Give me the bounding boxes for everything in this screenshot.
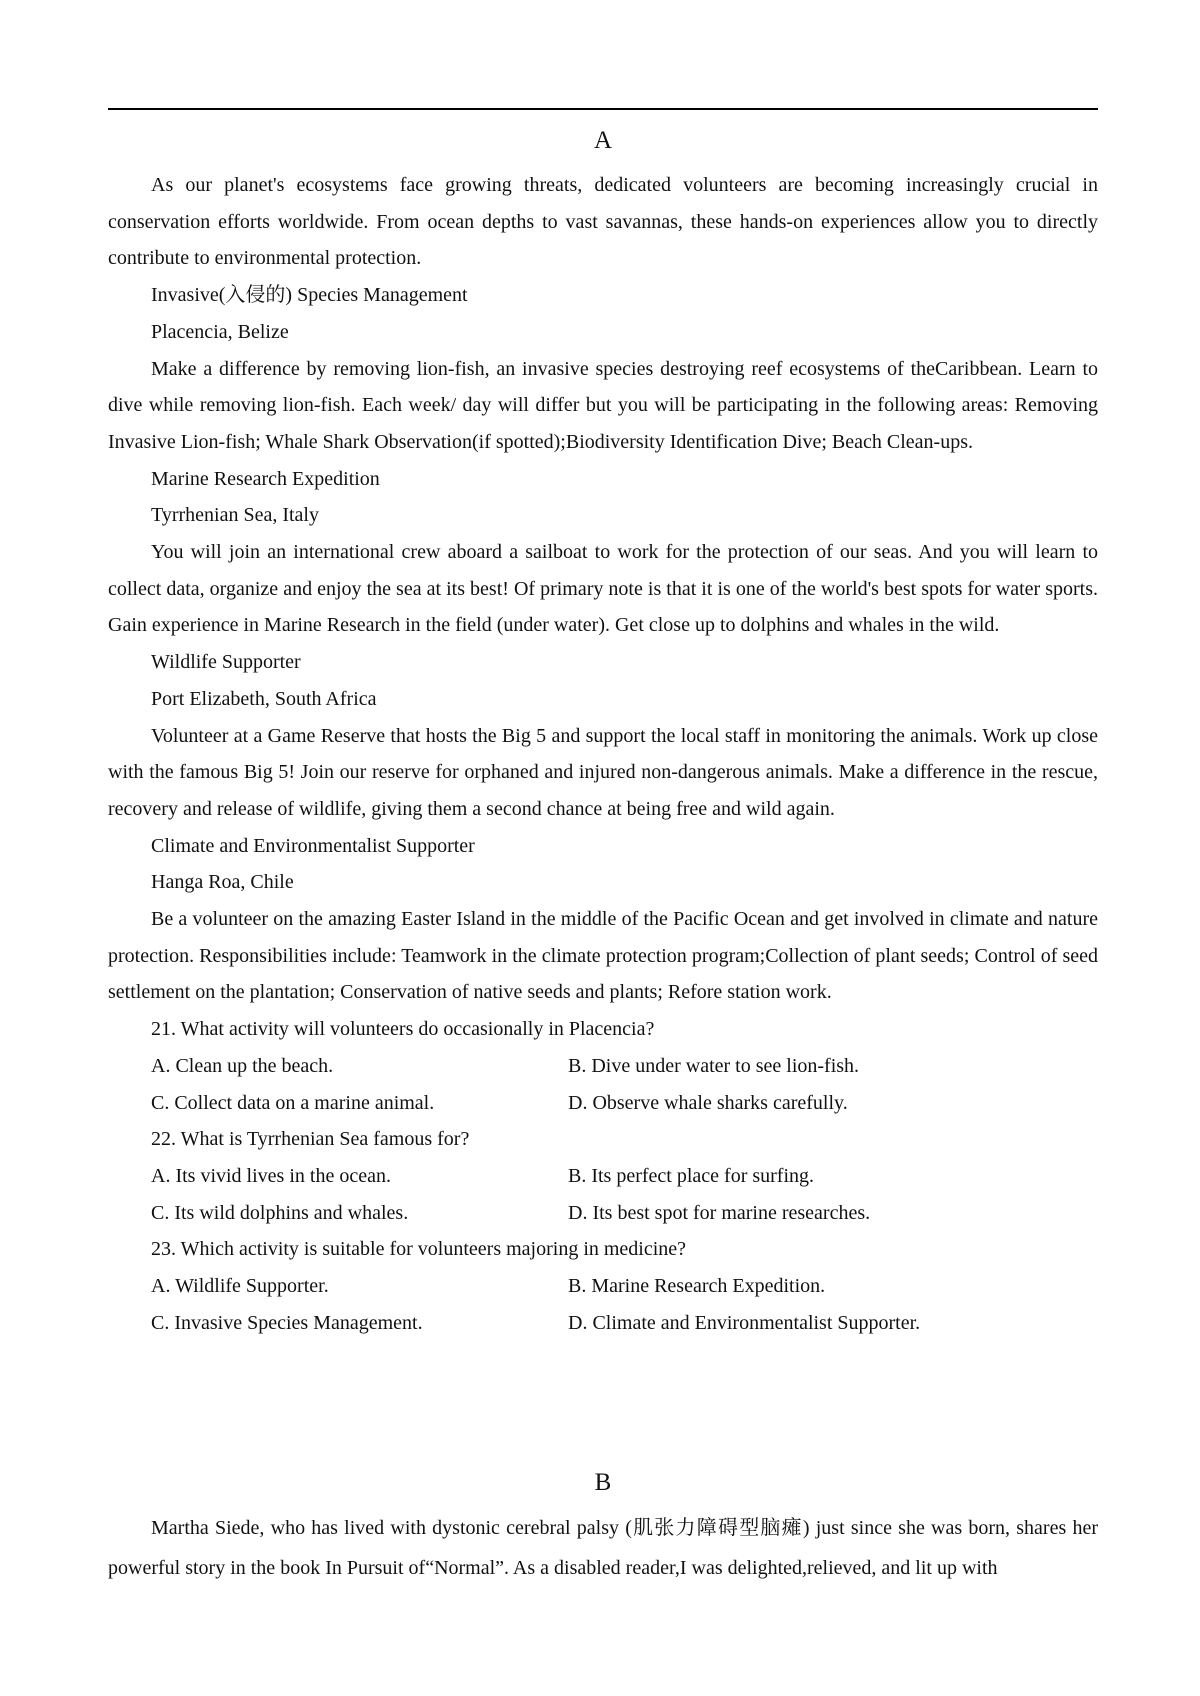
option-c: C. Invasive Species Management. [151, 1311, 423, 1334]
intro-paragraph: As our planet's ecosystems face growing threats, dedicated volunteers are becoming increasingly crucial in conservation efforts worldwide. From ocean depths to vast savannas, these hands-on experiences allow you to directly contribute to environmental protection. [108, 174, 1098, 270]
option-d: D. Observe whale sharks carefully. [568, 1091, 848, 1114]
option-b: B. Dive under water to see lion-fish. [568, 1054, 860, 1077]
section-b-heading: B [594, 1469, 612, 1496]
program-description: Make a difference by removing lion-fish, an invasive species destroying reef ecosystems of theCaribbean. Learn to dive while removing lion-fish. Each week/ day will differ but you will be participating in the following areas: Removing Invasive Lion-fish; Whale Shark Observation(if spotted);Biodiversity Identification Dive; Beach Clean-ups. [108, 357, 1098, 453]
program-description: Volunteer at a Game Reserve that hosts the Big 5 and support the local staff in monitoring the animals. Work up close with the famous Big 5! Join our reserve for orphaned and injured non-dangerous animals. Make a difference in the rescue, recovery and release of wildlife, giving them a second chance at being free and wild again. [108, 724, 1098, 820]
program-title: Wildlife Supporter [151, 651, 301, 674]
options-row [108, 1158, 1098, 1195]
question-stem: 22. What is Tyrrhenian Sea famous for? [151, 1128, 470, 1151]
program-title: Marine Research Expedition [151, 467, 380, 490]
options-row [108, 1305, 1098, 1342]
program-title: Climate and Environmentalist Supporter [151, 834, 475, 857]
options-row [108, 1048, 1098, 1085]
section-b-body [108, 1508, 1098, 1588]
question-stem: 21. What activity will volunteers do occasionally in Placencia? [151, 1018, 655, 1041]
option-b: B. Marine Research Expedition. [568, 1275, 826, 1298]
options-row [108, 1085, 1098, 1122]
option-c: C. Its wild dolphins and whales. [151, 1201, 409, 1224]
option-a: A. Wildlife Supporter. [151, 1275, 329, 1298]
section-a-heading: A [593, 127, 613, 154]
program-description: You will join an international crew aboard a sailboat to work for the protection of our seas. And you will learn to collect data, organize and enjoy the sea at its best! Of primary note is that it is one of the world's best spots for water sports. Gain experience in Marine Research in the field (under water). Get close up to dolphins and whales in the wild. [108, 541, 1098, 637]
program-location: Placencia, Belize [151, 320, 289, 343]
option-a: A. Clean up the beach. [151, 1054, 334, 1077]
options-row [108, 1268, 1098, 1305]
program-location: Port Elizabeth, South Africa [151, 687, 377, 710]
question-stem: 23. Which activity is suitable for volunteers majoring in medicine? [151, 1238, 687, 1261]
program-title: Invasive(入侵的) Species Management [151, 284, 468, 307]
option-a: A. Its vivid lives in the ocean. [151, 1164, 391, 1187]
section-a-body [108, 167, 1098, 1342]
options-row [108, 1195, 1098, 1232]
program-location: Hanga Roa, Chile [151, 871, 294, 894]
section-b-paragraph: Martha Siede, who has lived with dystonic cerebral palsy (肌张力障碍型脑瘫) just since she was born, shares her powerful story in the book In Pursuit of“Normal”. As a disabled reader,I was delighted,relieved, and lit up with [108, 1517, 1098, 1579]
option-b: B. Its perfect place for surfing. [568, 1164, 815, 1187]
option-d: D. Its best spot for marine researches. [568, 1201, 871, 1224]
option-d: D. Climate and Environmentalist Supporter. [568, 1311, 921, 1334]
program-location: Tyrrhenian Sea, Italy [151, 504, 319, 527]
top-rule [108, 108, 1098, 110]
program-description: Be a volunteer on the amazing Easter Island in the middle of the Pacific Ocean and get involved in climate and nature protection. Responsibilities include: Teamwork in the climate protection program;Collection of plant seeds; Control of seed settlement on the plantation; Conservation of native seeds and plants; Refore station work. [108, 908, 1098, 1004]
option-c: C. Collect data on a marine animal. [151, 1091, 435, 1114]
